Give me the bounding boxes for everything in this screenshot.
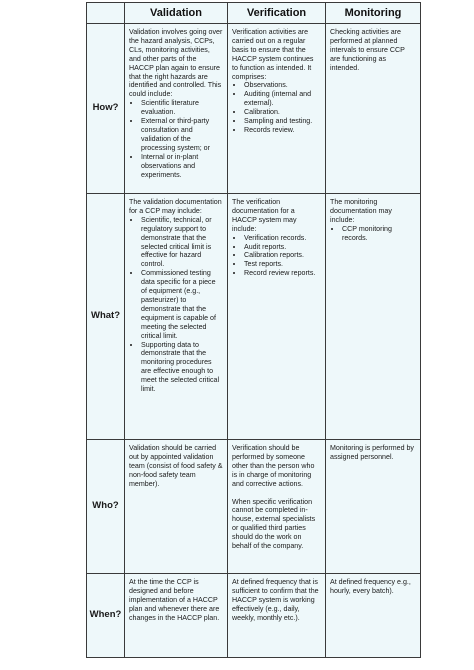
bullet-list — [232, 234, 321, 279]
cell-who-monitoring — [326, 440, 421, 574]
header-monitoring: Monitoring — [326, 3, 421, 24]
list-item: • Calibration reports. — [244, 251, 321, 260]
list-item: • Scientific, technical, or regulatory support to demonstrate that the selected critical limit is effective for hazard control. — [141, 216, 223, 269]
cell-text: At the time the CCP is designed and before implementation of a HACCP plan and whenever there are changes in the HACCP plan. — [129, 578, 220, 622]
list-item: • Sampling and testing. — [244, 117, 321, 126]
bullet-list — [232, 81, 321, 134]
list-item: • External or third-party consultation and validation of the processing system; or — [141, 117, 223, 153]
cell-text: Validation should be carried out by appointed validation team (consist of food safety & non-food safety team member). — [129, 444, 223, 488]
row-label-who: Who? — [87, 440, 125, 574]
row-when — [87, 574, 421, 658]
cell-text: Monitoring is performed by assigned personnel. — [330, 444, 414, 461]
cell-text: Verification should be performed by someone other than the person who is in charge of monitoring and corrective actions. — [232, 444, 315, 488]
bullet-list — [129, 99, 223, 179]
list-item: • Test reports. — [244, 260, 321, 269]
cell-text: The monitoring documentation may include: — [330, 198, 392, 224]
cell-how-validation — [125, 24, 228, 194]
cell-when-verification — [228, 574, 326, 658]
cell-text: The verification documentation for a HACCP system may include: — [232, 198, 297, 233]
row-what — [87, 194, 421, 440]
list-item: • Supporting data to demonstrate that the monitoring procedures are effective enough to meet the selected critical limit. — [141, 341, 223, 394]
cell-when-validation — [125, 574, 228, 658]
cell-text: Verification activities are carried out on a regular basis to ensure that the HACCP system continues to function as intended. It comprises: — [232, 28, 314, 81]
list-item: • Internal or in-plant observations and experiments. — [141, 153, 223, 180]
cell-text: At defined frequency e.g., hourly, every batch). — [330, 578, 411, 595]
cell-when-monitoring — [326, 574, 421, 658]
corner-cell — [87, 3, 125, 24]
row-how — [87, 24, 421, 194]
cell-what-verification — [228, 194, 326, 440]
list-item: • Scientific literature evaluation. — [141, 99, 223, 117]
list-item: • Records review. — [244, 126, 321, 135]
list-item: • Observations. — [244, 81, 321, 90]
header-row — [87, 3, 421, 24]
cell-text-2: When specific verification cannot be completed in-house, external specialists or qualified third parties should do the work on behalf of the company. — [232, 497, 316, 551]
list-item: • Calibration. — [244, 108, 321, 117]
cell-text: At defined frequency that is sufficient to confirm that the HACCP system is working effectively (e.g., daily, weekly, monthly etc.). — [232, 578, 319, 622]
row-label-how: How? — [87, 24, 125, 194]
bullet-list — [129, 216, 223, 394]
cell-what-monitoring — [326, 194, 421, 440]
header-verification: Verification — [228, 3, 326, 24]
list-item: • Auditing (internal and external). — [244, 90, 321, 108]
cell-text: Checking activities are performed at planned intervals to ensure CCP are functioning as intended. — [330, 28, 405, 72]
cell-who-validation — [125, 440, 228, 574]
list-item: • Audit reports. — [244, 243, 321, 252]
list-item: • Commissioned testing data specific for a piece of equipment (e.g., pasteurizer) to demonstrate that the equipment is capable of meeting the selected critical limit. — [141, 269, 223, 340]
list-item: • Record review reports. — [244, 269, 321, 278]
cell-who-verification — [228, 440, 326, 574]
row-who — [87, 440, 421, 574]
bullet-list — [330, 225, 416, 243]
cell-text: The validation documentation for a CCP may include: — [129, 198, 222, 215]
list-item: • Verification records. — [244, 234, 321, 243]
haccp-comparison-table — [86, 2, 421, 658]
row-label-when: When? — [87, 574, 125, 658]
row-label-what: What? — [87, 194, 125, 440]
cell-how-verification — [228, 24, 326, 194]
list-item: • CCP monitoring records. — [342, 225, 416, 243]
cell-text: Validation involves going over the hazard analysis, CCPs, CLs, monitoring activities, and other parts of the HACCP plan again to ensure that the right hazards are identified and controlled. This could include: — [129, 28, 223, 99]
cell-what-validation — [125, 194, 228, 440]
header-validation: Validation — [125, 3, 228, 24]
cell-how-monitoring — [326, 24, 421, 194]
